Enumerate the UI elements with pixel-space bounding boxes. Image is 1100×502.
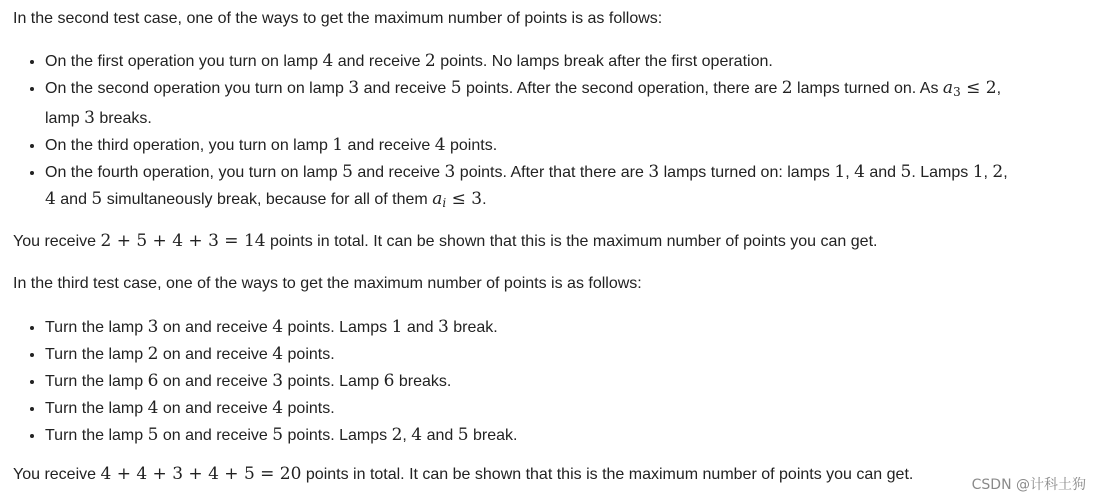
third-case-summary: You receive 4 + 4 + 3 + 4 + 5 = 20 points in total. It can be shown that this is the maximum number of points you can get.: [13, 464, 914, 484]
math-var: a: [942, 78, 954, 98]
summary-expression: 2 + 5 + 4 + 3 = 14: [100, 231, 266, 251]
list-item: • On the third operation, you turn on lamp 1 and receive 4 points.: [45, 132, 1093, 159]
list-item: • Turn the lamp 2 on and receive 4 points.: [45, 341, 1093, 368]
third-case-intro: In the third test case, one of the ways to get the maximum number of points is as follows:: [13, 275, 642, 292]
csdn-watermark: CSDN @计科土狗: [971, 477, 1086, 493]
second-case-list: [13, 48, 1093, 216]
list-item: • On the second operation you turn on lamp 3 and receive 5 points. After the second operation, there are 2 lamps turned on. As $a_3 \le 2$, lamp 3 breaks.: [45, 75, 1093, 132]
list-item: • Turn the lamp 4 on and receive 4 points.: [45, 395, 1093, 422]
list-item: • On the fourth operation, you turn on lamp 5 and receive 3 points. After that there are 3 lamps turned on: lamps 1, 4 and 5. Lamps 1, 2, 4 and 5 simultaneously break, because for all of them $a_i \le 3$.: [45, 159, 1093, 216]
list-item: • Turn the lamp 3 on and receive 4 points. Lamps 1 and 3 break.: [45, 314, 1093, 341]
summary-expression: 4 + 4 + 3 + 4 + 5 = 20: [100, 464, 302, 484]
list-item: • Turn the lamp 6 on and receive 3 points. Lamp 6 breaks.: [45, 368, 1093, 395]
math-var: a: [432, 189, 443, 209]
second-case-intro: In the second test case, one of the ways to get the maximum number of points is as follows:: [13, 10, 663, 27]
third-case-list: [13, 314, 1093, 449]
list-item: • Turn the lamp 5 on and receive 5 points. Lamps 2, 4 and 5 break.: [45, 422, 1093, 449]
problem-note: [13, 0, 1093, 488]
list-item: • On the first operation you turn on lamp 4 and receive 2 points. No lamps break after the first operation.: [45, 48, 1093, 75]
second-case-summary: You receive 2 + 5 + 4 + 3 = 14 points in total. It can be shown that this is the maximum number of points you can get.: [13, 231, 878, 251]
